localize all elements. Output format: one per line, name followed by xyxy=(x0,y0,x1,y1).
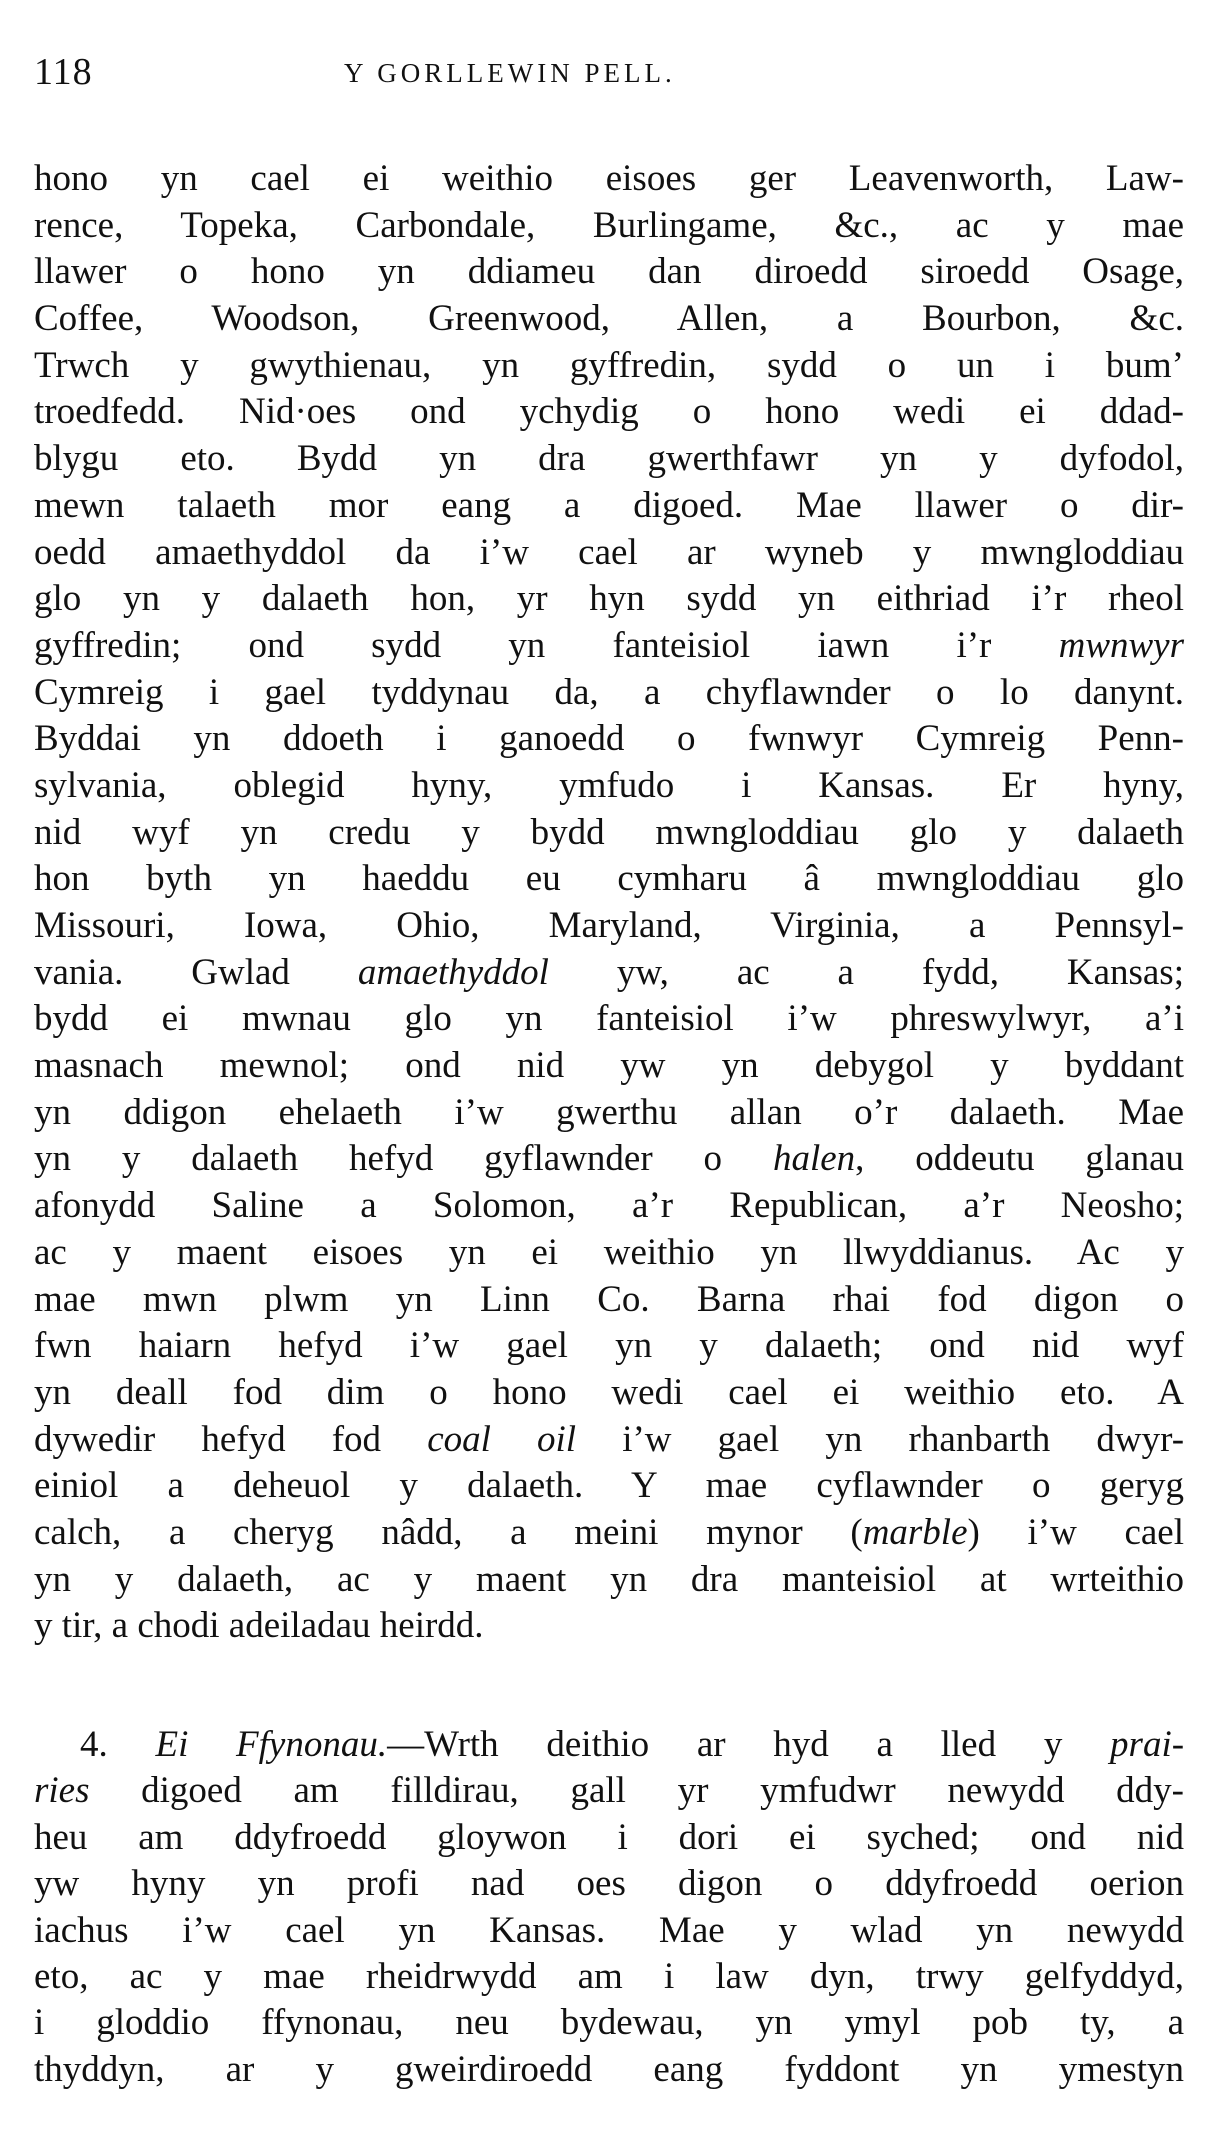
italic-word: mwnwyr xyxy=(1058,624,1184,666)
text-line: troedfedd. Nid·oes ond ychydig o hono wedi ei ddad- xyxy=(34,391,1184,433)
text-segment: —Wrth deithio ar hyd a lled y xyxy=(387,1724,1063,1765)
italic-word: amaethyddol xyxy=(357,951,549,993)
text-line: eto, ac y mae rheidrwydd am i law dyn, trwy gelfyddyd, xyxy=(34,1955,1184,1997)
text-line: yw hyny yn profi nad oes digon o ddyfroedd oerion xyxy=(34,1863,1184,1905)
italic-word: marble xyxy=(862,1511,968,1553)
text-line: sylvania, oblegid hyny, ymfudo i Kansas. Er hyny, xyxy=(34,764,1184,806)
italic-word: prai- xyxy=(1110,1724,1185,1765)
text-line xyxy=(34,1768,1184,1814)
italic-word: halen xyxy=(772,1138,856,1180)
paragraph-springs xyxy=(34,1722,1184,2093)
text-line xyxy=(34,1722,1184,1768)
text-line xyxy=(34,1510,1184,1557)
text-line: mae mwn plwm yn Linn Co. Barna rhai fod digon o xyxy=(34,1278,1184,1320)
text-segment: digoed am filldirau, gall yr ymfudwr newydd ddy- xyxy=(89,1770,1184,1812)
text-segment: ) i’w cael xyxy=(967,1511,1184,1553)
text-line: oedd amaethyddol da i’w cael ar wyneb y mwngloddiau xyxy=(34,531,1184,573)
text-line xyxy=(34,1417,1184,1464)
text-line: iachus i’w cael yn Kansas. Mae y wlad yn newydd xyxy=(34,1909,1184,1951)
text-line: thyddyn, ar y gweirdiroedd eang fyddont yn ymestyn xyxy=(34,2048,1184,2090)
text-line: y tir, a chodi adeiladau heirdd. xyxy=(34,1605,484,1647)
text-line: ac y maent eisoes yn ei weithio yn llwyddianus. Ac y xyxy=(34,1231,1184,1273)
text-line: afonydd Saline a Solomon, a’r Republican, a’r Neosho; xyxy=(34,1185,1184,1227)
paragraph-coal xyxy=(34,156,1184,1650)
text-segment: gyffredin; ond sydd yn fanteisiol iawn i’r xyxy=(34,624,992,666)
running-title: Y GORLLEWIN PELL. xyxy=(344,58,676,88)
section-number: 4. xyxy=(80,1724,108,1765)
text-segment: yw, ac a fydd, Kansas; xyxy=(548,951,1184,993)
text-line: bydd ei mwnau glo yn fanteisiol i’w phreswylwyr, a’i xyxy=(34,998,1184,1040)
text-segment: calch, a cheryg nâdd, a meini mynor ( xyxy=(34,1511,863,1553)
text-line xyxy=(34,950,1184,997)
text-line: hon byth yn haeddu eu cymharu â mwngloddiau glo xyxy=(34,858,1184,900)
text-line: glo yn y dalaeth hon, yr hyn sydd yn eithriad i’r rheol xyxy=(34,578,1184,620)
text-line: Missouri, Iowa, Ohio, Maryland, Virginia, a Pennsyl- xyxy=(34,905,1184,946)
text-line: llawer o hono yn ddiameu dan diroedd siroedd Osage, xyxy=(34,251,1184,293)
text-line: einiol a deheuol y dalaeth. Y mae cyflawnder o geryg xyxy=(34,1465,1184,1507)
text-line: mewn talaeth mor eang a digoed. Mae llawer o dir- xyxy=(34,484,1184,526)
section-heading: Ei Ffynonau. xyxy=(155,1724,388,1765)
text-line: blygu eto. Bydd yn dra gwerthfawr yn y dyfodol, xyxy=(34,438,1184,480)
text-line: heu am ddyfroedd gloywon i dori ei syched; ond nid xyxy=(34,1816,1184,1858)
text-line: Coffee, Woodson, Greenwood, Allen, a Bourbon, &c. xyxy=(34,298,1184,340)
text-segment: vania. Gwlad xyxy=(34,951,290,993)
text-line: hono yn cael ei weithio eisoes ger Leavenworth, Law- xyxy=(34,158,1184,199)
text-segment: , oddeutu glanau xyxy=(855,1138,1185,1180)
text-line: yn y dalaeth, ac y maent yn dra manteisiol at wrteithio xyxy=(34,1558,1184,1600)
text-segment: i’w gael yn rhanbarth dwyr- xyxy=(576,1418,1185,1460)
text-line: masnach mewnol; ond nid yw yn debygol y byddant xyxy=(34,1045,1184,1087)
text-line: yn ddigon ehelaeth i’w gwerthu allan o’r dalaeth. Mae xyxy=(34,1091,1184,1133)
text-line: yn deall fod dim o hono wedi cael ei weithio eto. A xyxy=(34,1371,1184,1413)
page-number: 118 xyxy=(34,51,93,93)
text-line xyxy=(34,1136,1184,1183)
text-line: i gloddio ffynonau, neu bydewau, yn ymyl pob ty, a xyxy=(34,2002,1184,2044)
text-segment: dywedir hefyd fod xyxy=(34,1418,382,1460)
text-line: Cymreig i gael tyddynau da, a chyflawnder o lo danynt. xyxy=(34,671,1184,713)
text-line: Byddai yn ddoeth i ganoedd o fwnwyr Cymreig Penn- xyxy=(34,718,1184,760)
text-line: nid wyf yn credu y bydd mwngloddiau glo y dalaeth xyxy=(34,811,1184,853)
text-line: Trwch y gwythienau, yn gyffredin, sydd o un i bum’ xyxy=(34,344,1184,386)
text-line xyxy=(34,623,1184,670)
running-head xyxy=(34,50,1184,110)
italic-word: coal oil xyxy=(427,1418,577,1460)
text-segment: yn y dalaeth hefyd gyflawnder o xyxy=(34,1138,723,1180)
text-line: fwn haiarn hefyd i’w gael yn y dalaeth; ond nid wyf xyxy=(34,1325,1184,1367)
text-line: rence, Topeka, Carbondale, Burlingame, &c., ac y mae xyxy=(34,204,1184,246)
italic-word: ries xyxy=(34,1770,90,1812)
